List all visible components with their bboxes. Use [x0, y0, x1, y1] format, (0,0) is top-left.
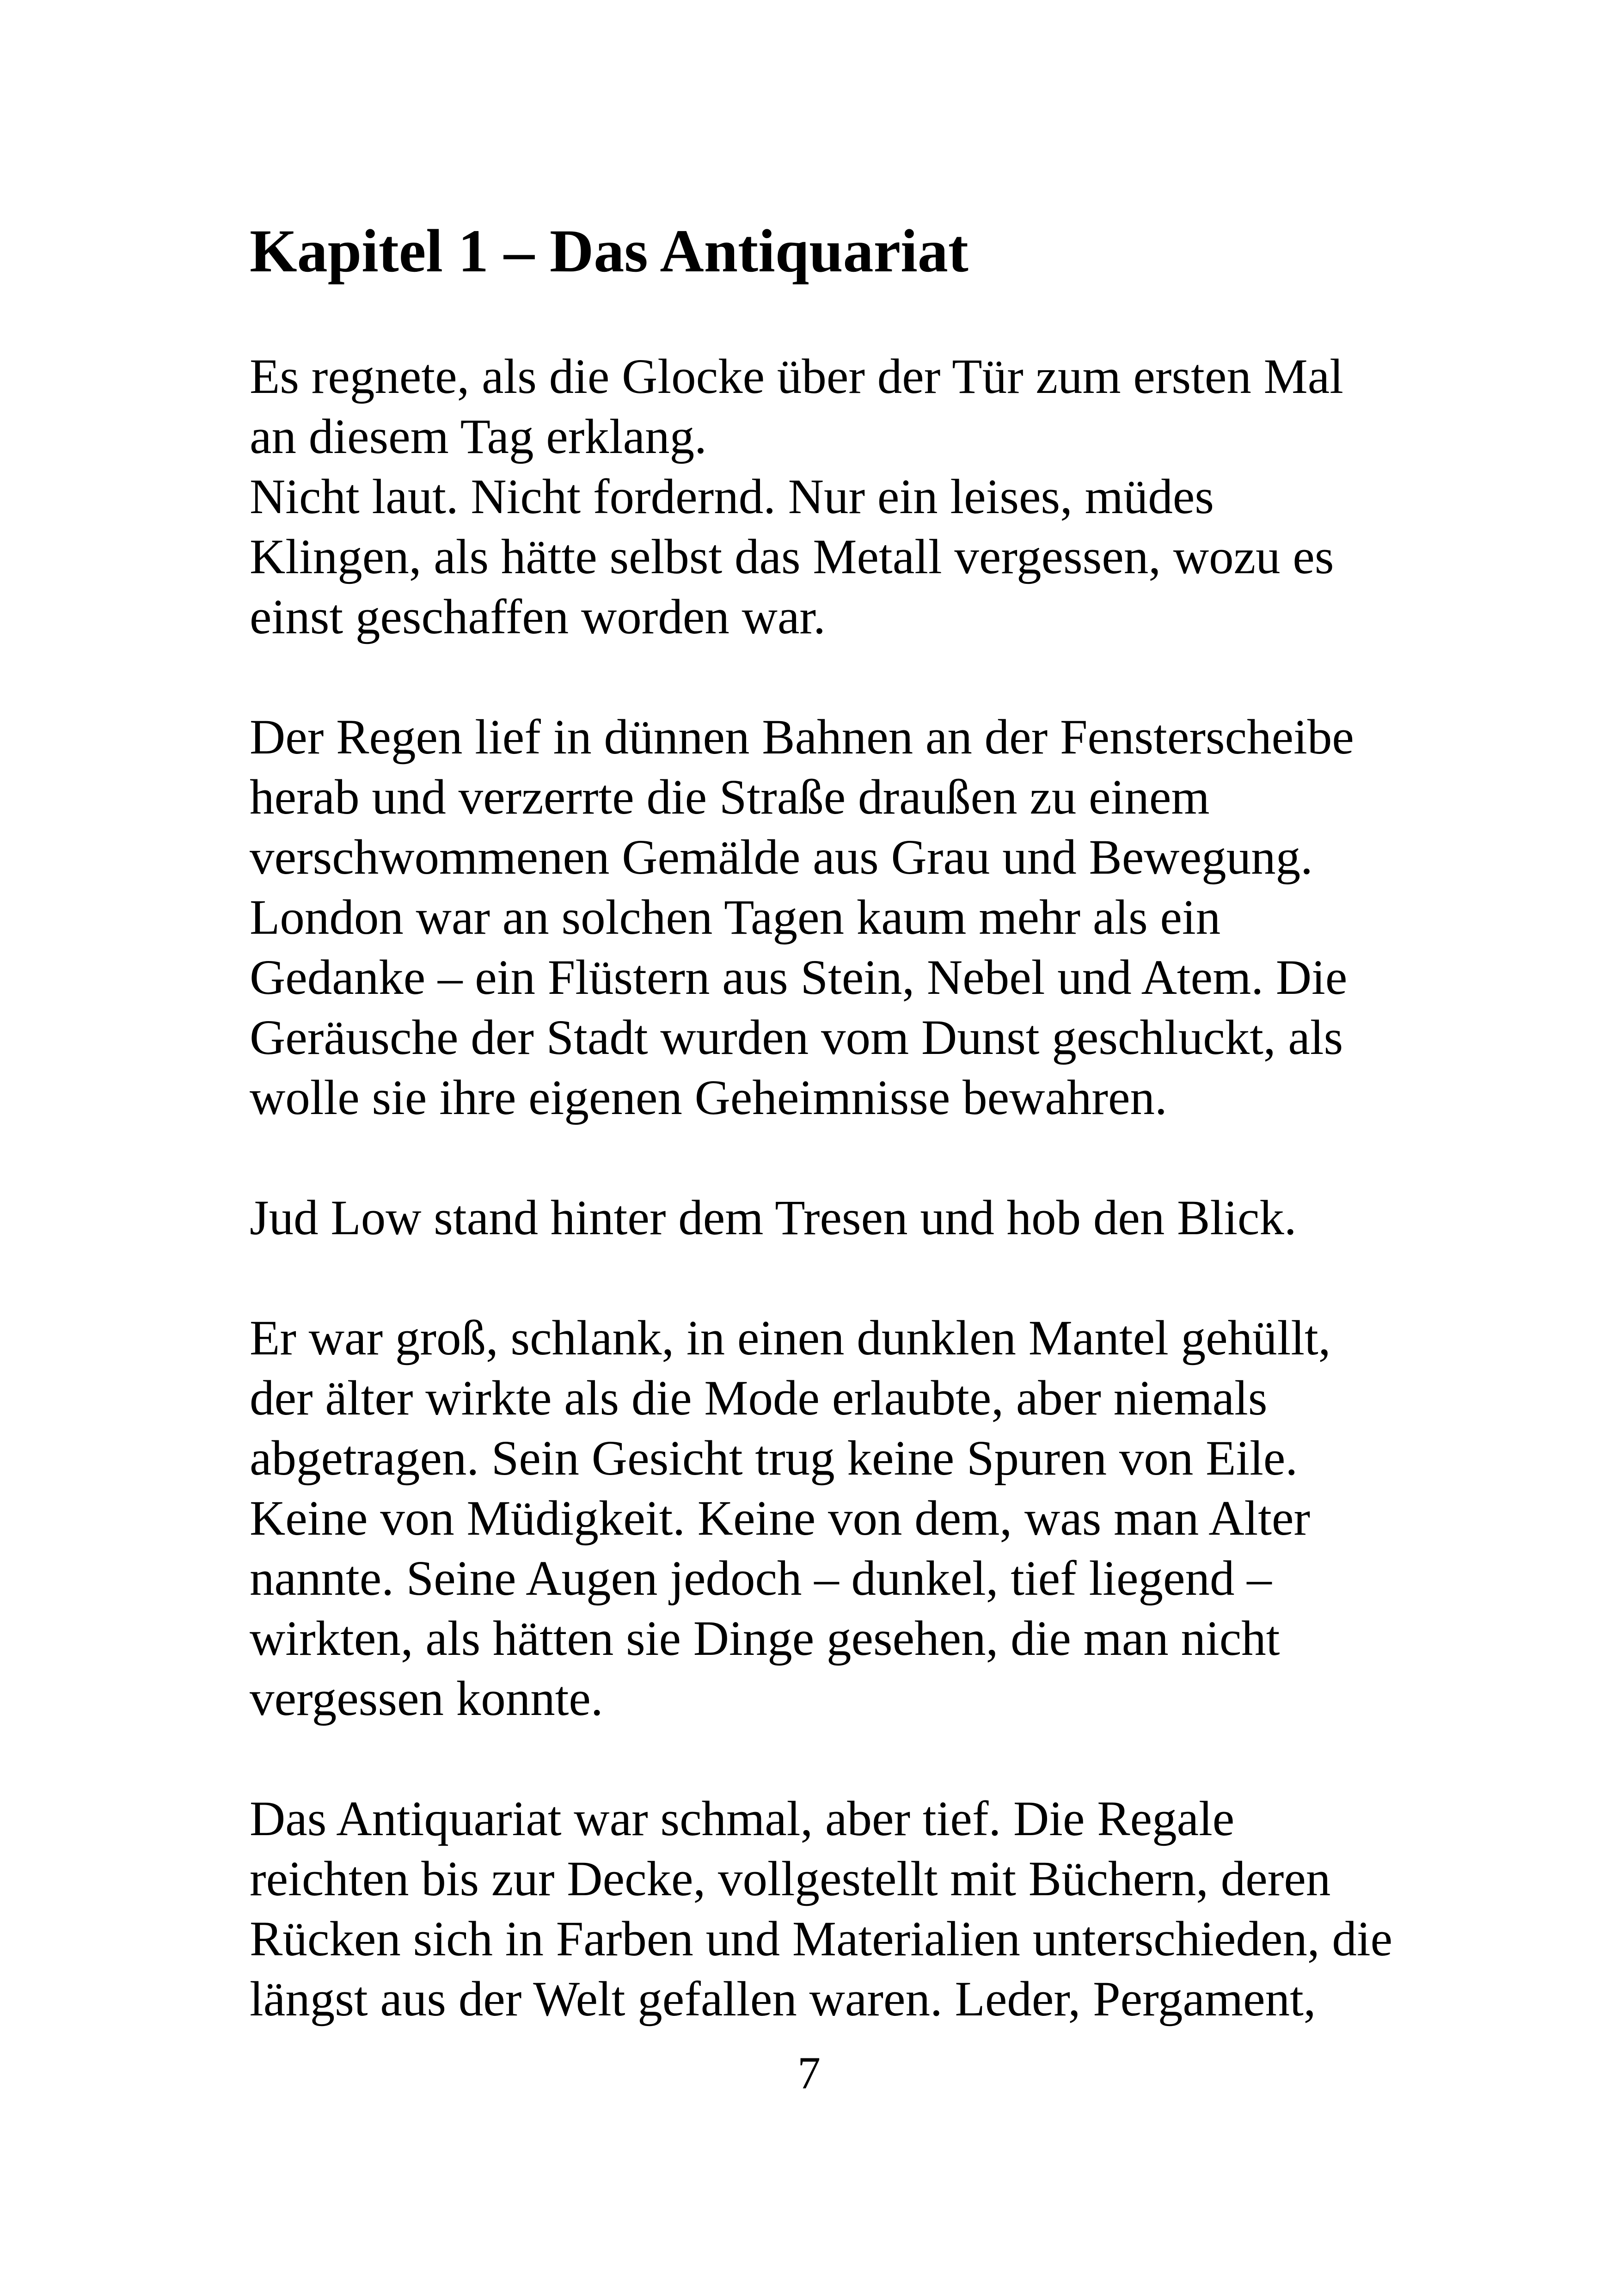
text-line: Rücken sich in Farben und Materialien unterschieden, die	[250, 1912, 1393, 1966]
text-line: Es regnete, als die Glocke über der Tür zum ersten Mal	[250, 349, 1344, 404]
text-line: verschwommenen Gemälde aus Grau und Bewegung.	[250, 830, 1313, 885]
chapter-body	[250, 347, 1470, 2089]
text-line: einst geschaffen worden war.	[250, 590, 826, 644]
text-line: Gedanke – ein Flüstern aus Stein, Nebel und Atem. Die	[250, 950, 1348, 1005]
text-line: Das Antiquariat war schmal, aber tief. Die Regale	[250, 1792, 1235, 1846]
paragraph	[250, 707, 1470, 1128]
text-line: Jud Low stand hinter dem Tresen und hob den Blick.	[250, 1191, 1297, 1245]
text-line: längst aus der Welt gefallen waren. Leder, Pergament,	[250, 1972, 1316, 2027]
chapter-title: Kapitel 1 – Das Antiquariat	[250, 217, 968, 285]
text-line: abgetragen. Sein Gesicht trug keine Spuren von Eile.	[250, 1431, 1298, 1486]
text-line: vergessen konnte.	[250, 1671, 603, 1726]
text-line: Der Regen lief in dünnen Bahnen an der Fensterscheibe	[250, 710, 1354, 765]
text-line: der älter wirkte als die Mode erlaubte, aber niemals	[250, 1371, 1268, 1426]
paragraph	[250, 1308, 1470, 1729]
paragraph	[250, 347, 1470, 647]
text-line: nannte. Seine Augen jedoch – dunkel, tief liegend –	[250, 1551, 1272, 1606]
text-line: London war an solchen Tagen kaum mehr als ein	[250, 890, 1221, 945]
text-line: wolle sie ihre eigenen Geheimnisse bewahren.	[250, 1071, 1167, 1125]
page-number: 7	[797, 2047, 821, 2099]
text-line: Nicht laut. Nicht fordernd. Nur ein leises, müdes	[250, 470, 1214, 524]
text-line: an diesem Tag erklang.	[250, 410, 707, 464]
paragraph	[250, 1188, 1470, 1248]
paragraph	[250, 1789, 1470, 2029]
text-line: Keine von Müdigkeit. Keine von dem, was man Alter	[250, 1491, 1311, 1546]
text-line: reichten bis zur Decke, vollgestellt mit Büchern, deren	[250, 1852, 1331, 1906]
text-line: Geräusche der Stadt wurden vom Dunst geschluckt, als	[250, 1010, 1343, 1065]
text-line: Er war groß, schlank, in einen dunklen Mantel gehüllt,	[250, 1311, 1331, 1365]
text-line: wirkten, als hätten sie Dinge gesehen, die man nicht	[250, 1611, 1280, 1666]
text-line: herab und verzerrte die Straße draußen zu einem	[250, 770, 1210, 825]
text-line: Klingen, als hätte selbst das Metall vergessen, wozu es	[250, 530, 1334, 584]
